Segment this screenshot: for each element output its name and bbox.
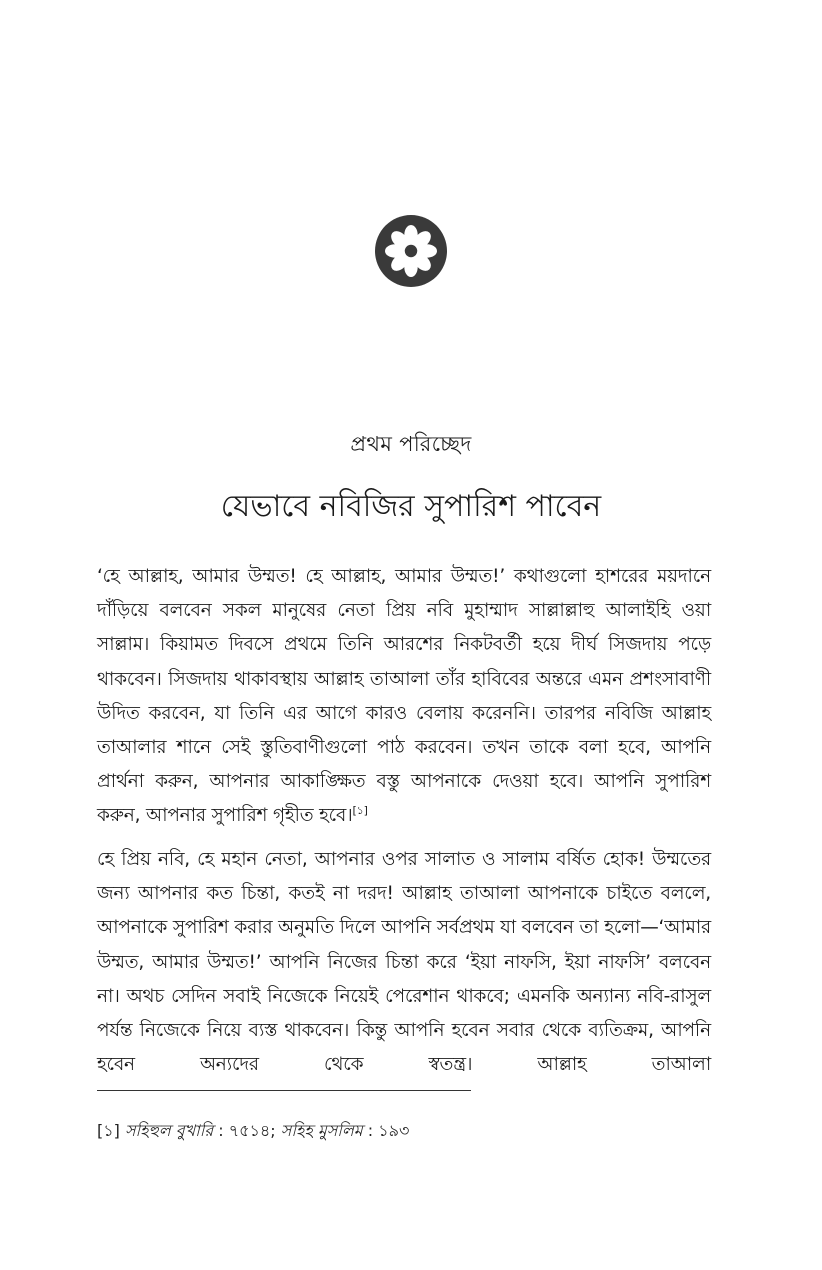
paragraph-1-text: ‘হে আল্লাহ, আমার উম্মত! হে আল্লাহ, আমার উম্মত!’ কথাগুলো হাশরের ময়দানে দাঁড়িয়ে বলবেন সকল মানুষের নেতা প্রিয় নবি মুহাম্মাদ সাল্লাল্লাহু আলাইহি ওয়া সাল্লাম। কিয়ামত দিবসে প্রথমে তিনি আরশের নিকটবর্তী হয়ে দীর্ঘ সিজদায় পড়ে থাকবেন। সিজদায় থাকাবস্থায় আল্লাহ তাআলা তাঁর হাবিবের অন্তরে এমন প্রশংসাবাণী উদিত করবেন, যা তিনি এর আগে কারও বেলায় করেননি। তারপর নবিজি আল্লাহ তাআলার শানে সেই স্তুতিবাণীগুলো পাঠ করবেন। তখন তাকে বলা হবে, আপনি প্রার্থনা করুন, আপনার আকাঙ্ক্ষিত বস্তু আপনাকে দেওয়া হবে। আপনি সুপারিশ করুন, আপনার সুপারিশ গৃহীত হবে। xyxy=(97,566,711,827)
footnote-number-2: : ১৯৩ xyxy=(367,1121,410,1140)
chapter-label: প্রথম পরিচ্ছেদ xyxy=(350,432,472,456)
footnote-reference[interactable]: [১] xyxy=(352,804,368,818)
footnote-divider xyxy=(97,1090,471,1091)
footnote-source-1: সহিহুল বুখারি xyxy=(124,1121,214,1140)
footnote-number-1: : ৭৫১৪; xyxy=(218,1121,276,1140)
footnote-source-2: সহিহ মুসলিম xyxy=(280,1121,363,1140)
chapter-title: যেভাবে নবিজির সুপারিশ পাবেন xyxy=(220,489,602,524)
body-paragraph-1 xyxy=(97,560,711,834)
flower-rosette-icon xyxy=(374,214,448,288)
footnote xyxy=(97,1118,409,1145)
body-paragraph-2: হে প্রিয় নবি, হে মহান নেতা, আপনার ওপর সালাত ও সালাম বর্ষিত হোক! উম্মতের জন্য আপনার কত চিন্তা, কতই না দরদ! আল্লাহ তাআলা আপনাকে চাইতে বললে, আপনাকে সুপারিশ করার অনুমতি দিলে আপনি সর্বপ্রথম যা বলবেন তা হলো—‘আমার উম্মত, আমার উম্মত!’ আপনি নিজের চিন্তা করে ‘ইয়া নাফসি, ইয়া নাফসি’ বলবেন না। অথচ সেদিন সবাই নিজেকে নিয়েই পেরেশান থাকবে; এমনকি অন্যান্য নবি-রাসুল পর্যন্ত নিজেকে নিয়ে ব্যস্ত থাকবেন। কিন্তু আপনি হবেন সবার থেকে ব্যতিক্রম, আপনি হবেন অন্যদের থেকে স্বতন্ত্র। আল্লাহ তাআলা xyxy=(97,849,711,1076)
footnote-marker: [১] xyxy=(97,1121,120,1140)
